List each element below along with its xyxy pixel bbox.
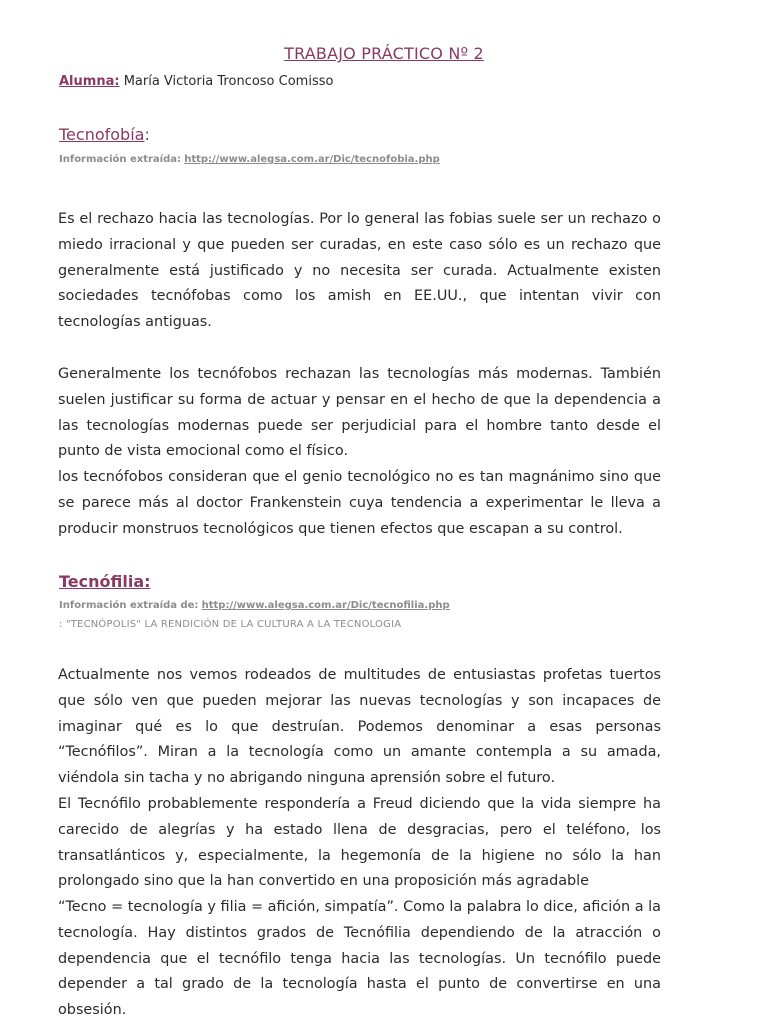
source-caption: : "TECNÓPOLIS" LA RENDICIÓN DE LA CULTURA A LA TECNOLOGIA (59, 619, 402, 630)
source-link[interactable]: http://www.alegsa.com.ar/Dic/tecnofobia.php (184, 154, 440, 165)
section-heading-tecnofilia (59, 572, 151, 591)
section-heading-tecnofobia (59, 125, 150, 144)
section-heading-colon: : (144, 125, 150, 144)
source-line (59, 154, 440, 165)
document-title: TRABAJO PRÁCTICO Nº 2 (284, 44, 484, 63)
source-link[interactable]: http://www.alegsa.com.ar/Dic/tecnofilia.php (201, 600, 450, 611)
source-label: Información extraída: (59, 154, 182, 165)
source-line (59, 600, 450, 611)
paragraph: Es el rechazo hacia las tecnologías. Por lo general las fobias suele ser un rechazo o miedo irracional y que pueden ser curadas, en este caso sólo es un rechazo que generalmente está justificado y no necesita ser curada. Actualmente existen sociedades tecnófobas como los amish en EE.UU., que intentan vivir con tecnologías antiguas. (58, 211, 661, 331)
paragraph: El Tecnófilo probablemente respondería a Freud diciendo que la vida siempre ha carecido de alegrías y ha estado llena de desgracias, pero el teléfono, los transatlánticos y, especialmente, la hegemonía de la higiene no sólo la han prolongado sino que la han convertido en una proposición más agradable (58, 796, 661, 890)
student-line (59, 74, 333, 89)
section-heading-text: Tecnófilia: (59, 572, 151, 591)
student-name: María Victoria Troncoso Comisso (123, 74, 334, 89)
paragraph: los tecnófobos consideran que el genio tecnológico no es tan magnánimo sino que se parece más al doctor Frankenstein cuya tendencia a experimentar le lleva a producir monstruos tecnológicos que tienen efectos que escapan a su control. (58, 469, 661, 537)
section-heading-text: Tecnofobía (59, 125, 145, 144)
paragraph: Generalmente los tecnófobos rechazan las tecnologías más modernas. También suelen justificar su forma de actuar y pensar en el hecho de que la dependencia a las tecnologías modernas puede ser perjudicial para el hombre tanto desde el punto de vista emocional como el físico. (58, 366, 661, 460)
source-label: Información extraída de: (59, 600, 199, 611)
paragraph: Actualmente nos vemos rodeados de multitudes de entusiastas profetas tuertos que sólo ven que pueden mejorar las nuevas tecnologías y son incapaces de imaginar qué es lo que destruían. Podemos denominar a esas personas “Tecnófilos”. Miran a la tecnología como un amante contempla a su amada, viéndola sin tacha y no abrigando ninguna aprensión sobre el futuro. (58, 667, 661, 787)
student-label: Alumna: (59, 74, 120, 89)
paragraph: “Tecno = tecnología y filia = afición, simpatía”. Como la palabra lo dice, afición a la tecnología. Hay distintos grados de Tecnófilia dependiendo de la atracción o dependencia que el tecnófilo tenga hacia las tecnologías. Un tecnófilo puede depender a tal grado de la tecnología hasta el punto de convertirse en una obsesión. (58, 899, 661, 1019)
